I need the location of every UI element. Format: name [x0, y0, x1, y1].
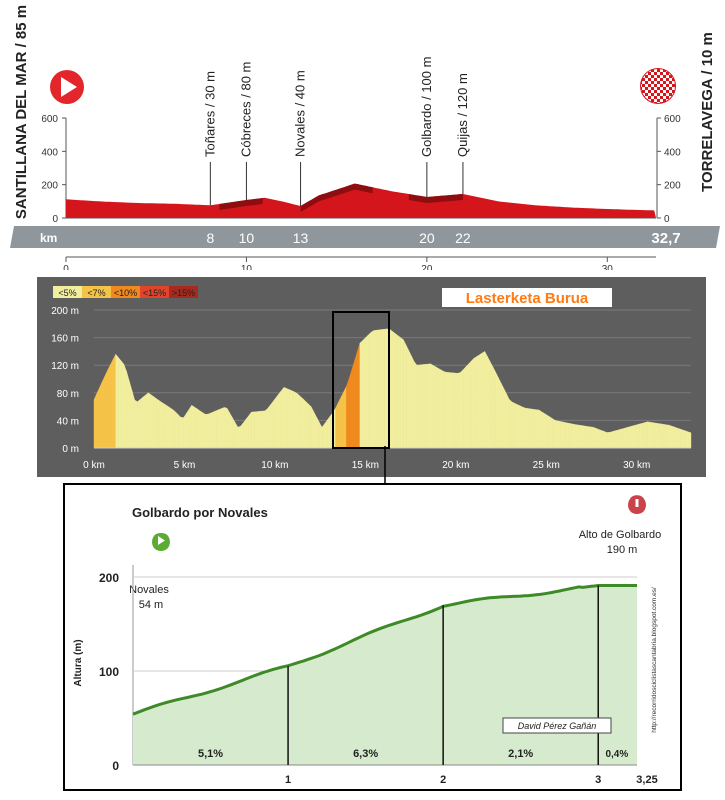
climb-x-tick-label: 3,25	[636, 774, 658, 786]
grad-segment	[336, 403, 339, 448]
grad-segment	[667, 425, 670, 448]
km-mark-label: 20	[419, 230, 435, 246]
grad-x-tick-label: 30 km	[623, 460, 651, 471]
grad-segment	[482, 351, 485, 448]
brand-label: Lasterketa Burua	[465, 290, 589, 307]
start-town-label: SANTILLANA DEL MAR / 85 m	[13, 4, 30, 220]
grad-segment	[395, 334, 398, 449]
stage-y-tick-label: 200	[41, 180, 58, 192]
grad-segment	[384, 329, 387, 448]
km-total-label: 32,7	[651, 230, 681, 247]
grad-segment	[588, 427, 591, 449]
grad-segment	[295, 392, 298, 448]
grad-segment	[360, 341, 363, 449]
grad-segment	[531, 409, 534, 448]
stage-y-tick-label: 400	[41, 147, 58, 159]
grad-segment	[162, 402, 165, 448]
grad-segment	[317, 417, 320, 448]
grad-segment	[626, 427, 629, 448]
grad-segment	[127, 372, 130, 449]
climb-profile-chart	[65, 485, 680, 789]
climb-y-tick-label: 100	[98, 665, 119, 679]
grad-segment	[319, 422, 322, 448]
grad-segment	[585, 426, 588, 448]
grad-segment	[583, 426, 586, 448]
grad-segment	[346, 379, 349, 448]
grad-segment	[539, 410, 542, 448]
grad-segment	[420, 365, 423, 448]
grad-segment	[338, 397, 341, 448]
grad-segment	[507, 394, 510, 448]
grad-segment	[417, 365, 420, 448]
grad-segment	[469, 361, 472, 448]
gradient-legend	[53, 286, 198, 298]
climb-x-tick-label: 1	[285, 774, 292, 786]
grad-segment	[289, 390, 292, 448]
grad-segment	[279, 391, 282, 448]
grad-segment	[474, 357, 477, 448]
stage-y-tick-label-right: 600	[664, 114, 681, 125]
grad-segment	[113, 354, 116, 448]
grad-segment	[398, 336, 401, 449]
grad-segment	[170, 408, 173, 448]
grad-segment	[512, 402, 515, 448]
legend-label: <10%	[113, 288, 138, 298]
grad-segment	[536, 410, 539, 448]
grad-segment	[200, 411, 203, 448]
grad-segment	[401, 338, 404, 448]
grad-segment	[591, 427, 594, 448]
grad-segment	[322, 424, 325, 448]
stage-y-tick-label-right: 400	[664, 147, 681, 159]
grad-segment	[352, 361, 355, 448]
grad-segment	[607, 432, 610, 448]
grad-segment	[414, 362, 417, 448]
grad-x-tick-label: 10 km	[261, 460, 289, 471]
stage-profile-chart	[0, 0, 725, 270]
grad-segment	[146, 393, 149, 448]
grad-segment	[545, 414, 548, 449]
grad-segment	[287, 389, 290, 449]
stage-x-tick-label: 10	[240, 264, 252, 270]
grad-segment	[393, 331, 396, 448]
grad-segment	[471, 358, 474, 448]
grad-segment	[148, 393, 151, 448]
grad-segment	[292, 391, 295, 448]
grad-segment	[194, 407, 197, 448]
grad-segment	[547, 415, 550, 448]
grad-segment	[466, 364, 469, 448]
grad-segment	[520, 406, 523, 448]
legend-label: <5%	[58, 288, 77, 298]
grad-segment	[238, 426, 241, 448]
stage-point-label: Golbardo / 100 m	[418, 56, 434, 157]
grad-segment	[268, 405, 271, 448]
connector-line	[380, 446, 390, 486]
grad-segment	[254, 412, 257, 448]
grad-segment	[631, 426, 634, 449]
grad-segment	[249, 412, 252, 448]
stage-x-tick-label: 0	[63, 264, 69, 270]
climb-grade-label: 0,4%	[605, 749, 629, 760]
grad-segment	[262, 411, 265, 448]
grad-segment	[178, 415, 181, 449]
grad-segment	[441, 370, 444, 448]
climb-area	[133, 586, 637, 766]
grad-segment	[677, 428, 680, 448]
grad-segment	[357, 343, 360, 448]
grad-segment	[452, 373, 455, 448]
grad-segment	[379, 330, 382, 449]
grad-segment	[276, 394, 279, 448]
grad-segment	[431, 364, 434, 448]
grad-segment	[496, 372, 499, 448]
stage-y-tick-label-right: 0	[664, 214, 670, 225]
grad-segment	[637, 424, 640, 448]
grad-y-tick-label: 0 m	[62, 444, 79, 455]
grad-segment	[425, 364, 428, 448]
grad-y-tick-label: 120 m	[51, 361, 79, 373]
grad-segment	[450, 373, 453, 449]
grad-segment	[355, 352, 358, 448]
grad-segment	[610, 432, 613, 448]
grad-segment	[498, 378, 501, 449]
climb-y-tick-label: 200	[98, 571, 119, 585]
grad-segment	[580, 425, 583, 448]
grad-y-tick-label: 40 m	[56, 416, 79, 428]
grad-x-tick-label: 5 km	[173, 460, 196, 471]
grad-segment	[574, 424, 577, 448]
grad-segment	[439, 369, 442, 449]
grad-segment	[349, 370, 352, 448]
grad-segment	[284, 387, 287, 448]
grad-segment	[300, 396, 303, 448]
grad-segment	[232, 418, 235, 448]
grad-segment	[422, 364, 425, 448]
grad-segment	[409, 351, 412, 448]
grad-segment	[615, 430, 618, 448]
grad-segment	[550, 417, 553, 448]
grad-segment	[485, 351, 488, 448]
climb-y-label: Altura (m)	[73, 639, 84, 687]
grad-segment	[455, 373, 458, 448]
climb-y-tick-label: 0	[112, 759, 119, 773]
grad-segment	[344, 386, 347, 448]
grad-segment	[211, 412, 214, 448]
grad-segment	[433, 365, 436, 448]
grad-segment	[235, 422, 238, 448]
grad-segment	[143, 395, 146, 448]
grad-segment	[509, 399, 512, 448]
grad-segment	[97, 388, 100, 448]
grad-segment	[688, 432, 691, 448]
grad-segment	[444, 372, 447, 448]
gradient-profile-chart	[37, 277, 706, 477]
grad-segment	[374, 330, 377, 448]
grad-segment	[186, 409, 189, 448]
grad-segment	[175, 412, 178, 448]
grad-y-tick-label: 200 m	[51, 306, 79, 317]
grad-segment	[325, 420, 328, 448]
grad-segment	[566, 423, 569, 448]
legend-label: <15%	[142, 288, 167, 298]
start-label: Novales	[129, 584, 169, 596]
grad-segment	[680, 429, 683, 448]
stage-point-label: Novales / 40 m	[292, 70, 308, 157]
grad-segment	[257, 411, 260, 448]
climb-grade-label: 2,1%	[508, 748, 534, 760]
climb-profile-panel	[63, 483, 682, 791]
grad-segment	[672, 426, 675, 448]
stage-point-label: Cóbreces / 80 m	[238, 61, 254, 157]
grad-segment	[564, 422, 567, 448]
grad-segment	[526, 408, 529, 448]
grad-segment	[243, 419, 246, 448]
grad-segment	[669, 425, 672, 448]
grad-segment	[620, 429, 623, 448]
stage-x-tick-label: 20	[421, 264, 433, 270]
grad-segment	[634, 425, 637, 448]
grad-segment	[650, 422, 653, 448]
grad-segment	[523, 407, 526, 448]
grad-segment	[612, 431, 615, 448]
grad-segment	[156, 399, 159, 448]
grad-segment	[645, 422, 648, 448]
grad-segment	[596, 428, 599, 448]
grad-segment	[308, 404, 311, 448]
grad-segment	[460, 370, 463, 448]
grad-segment	[205, 414, 208, 448]
grad-segment	[572, 424, 575, 448]
grad-segment	[463, 367, 466, 448]
grad-segment	[371, 331, 374, 448]
grad-segment	[642, 423, 645, 449]
signature-text: David Pérez Gañán	[517, 721, 597, 731]
grad-segment	[675, 427, 678, 448]
grad-segment	[561, 422, 564, 449]
grad-segment	[121, 361, 124, 448]
grad-segment	[135, 400, 138, 448]
grad-segment	[428, 364, 431, 448]
grad-segment	[382, 329, 385, 448]
grad-segment	[219, 409, 222, 449]
grad-segment	[246, 416, 249, 448]
grad-segment	[94, 394, 97, 448]
grad-segment	[569, 423, 572, 448]
grad-segment	[623, 428, 626, 448]
grad-segment	[403, 340, 406, 448]
climb-x-tick-label: 2	[440, 774, 447, 786]
grad-segment	[542, 412, 545, 448]
km-mark-label: 8	[206, 230, 215, 246]
end-altitude: 190 m	[606, 544, 638, 556]
grad-segment	[458, 373, 461, 449]
grad-segment	[197, 409, 200, 448]
grad-segment	[165, 404, 168, 448]
grad-segment	[686, 431, 689, 448]
stage-y-tick-label-right: 200	[664, 180, 681, 192]
grad-y-tick-label: 80 m	[56, 388, 79, 400]
grad-segment	[227, 408, 230, 448]
grad-segment	[593, 427, 596, 448]
grad-segment	[265, 408, 268, 448]
grad-segment	[517, 405, 520, 449]
grad-segment	[515, 403, 518, 448]
grad-segment	[241, 423, 244, 448]
start-altitude: 54 m	[138, 599, 164, 611]
grad-segment	[189, 405, 192, 448]
grad-y-tick-label: 160 m	[51, 333, 79, 345]
grad-segment	[116, 354, 119, 448]
grad-segment	[110, 360, 113, 449]
grad-segment	[222, 407, 225, 448]
grad-segment	[604, 431, 607, 448]
grad-segment	[181, 417, 184, 448]
grad-segment	[203, 413, 206, 449]
grad-segment	[314, 412, 317, 448]
grad-segment	[412, 356, 415, 448]
grad-segment	[639, 423, 642, 448]
grad-segment	[683, 430, 686, 448]
stage-x-tick-label: 30	[601, 264, 613, 270]
stage-profile-panel	[0, 0, 725, 270]
grad-segment	[368, 333, 371, 449]
grad-segment	[656, 423, 659, 448]
grad-segment	[208, 413, 211, 448]
grad-segment	[129, 381, 132, 448]
grad-segment	[661, 424, 664, 448]
grad-segment	[224, 407, 227, 448]
gradient-profile-panel	[37, 277, 706, 477]
grad-segment	[273, 398, 276, 448]
end-pin-icon	[628, 495, 646, 514]
grad-segment	[528, 409, 531, 449]
grad-segment	[436, 367, 439, 448]
grad-segment	[629, 426, 632, 448]
grad-segment	[303, 399, 306, 448]
legend-label: >15%	[171, 288, 196, 298]
end-label: Alto de Golbardo	[578, 529, 662, 541]
grad-segment	[151, 395, 154, 448]
grad-segment	[213, 411, 216, 448]
grad-x-tick-label: 0 km	[83, 460, 105, 471]
finish-town-label: TORRELAVEGA / 10 m	[699, 32, 716, 192]
grad-segment	[140, 397, 143, 448]
grad-segment	[376, 330, 379, 448]
grad-segment	[501, 383, 504, 448]
km-mark-label: 22	[455, 230, 471, 246]
grad-segment	[105, 370, 108, 448]
grad-segment	[488, 357, 491, 448]
grad-segment	[281, 387, 284, 448]
grad-segment	[493, 367, 496, 448]
grad-segment	[102, 376, 105, 448]
grad-segment	[558, 421, 561, 448]
stage-y-tick-label: 600	[41, 114, 58, 125]
grad-segment	[167, 406, 170, 448]
grad-segment	[173, 410, 176, 449]
grad-segment	[124, 364, 127, 448]
stage-point-label: Quijas / 120 m	[454, 73, 470, 157]
climb-x-tick-label: 3	[595, 774, 602, 786]
grad-x-tick-label: 20 km	[442, 460, 470, 471]
grad-x-tick-label: 25 km	[532, 460, 560, 471]
grad-segment	[618, 429, 621, 448]
grad-segment	[477, 355, 480, 448]
grad-segment	[118, 358, 121, 449]
grad-segment	[534, 409, 537, 448]
grad-segment	[159, 401, 162, 449]
km-mark-label: 10	[238, 230, 255, 246]
grad-segment	[664, 424, 667, 448]
finish-flag-icon	[640, 68, 676, 104]
source-url: http://recorridosciclistascantabria.blogspot.com.es/	[651, 587, 658, 733]
grad-segment	[216, 410, 219, 448]
grad-segment	[298, 394, 301, 448]
grad-segment	[230, 413, 233, 448]
grad-segment	[192, 405, 195, 448]
climb-title: Golbardo por Novales	[132, 505, 268, 520]
km-band	[10, 226, 720, 248]
grad-segment	[311, 407, 314, 448]
stage-point-label: Toñares / 30 m	[202, 71, 218, 157]
climb-grade-label: 5,1%	[197, 748, 224, 760]
grad-segment	[154, 397, 157, 448]
grad-segment	[270, 401, 273, 448]
grad-segment	[648, 422, 651, 448]
grad-segment	[306, 401, 309, 448]
grad-segment	[553, 419, 556, 448]
grad-x-tick-label: 15 km	[351, 460, 379, 471]
grad-segment	[184, 414, 187, 449]
grad-segment	[490, 362, 493, 448]
grad-segment	[108, 365, 111, 448]
grad-segment	[137, 400, 140, 449]
grad-segment	[341, 392, 344, 448]
grad-segment	[260, 411, 263, 448]
grad-segment	[406, 345, 409, 448]
stage-y-tick-label: 0	[52, 214, 58, 225]
climb-grade-label: 6,3%	[353, 748, 379, 760]
grad-segment	[132, 391, 135, 449]
grad-segment	[363, 338, 366, 448]
grad-segment	[390, 329, 393, 448]
grad-segment	[479, 353, 482, 448]
grad-segment	[599, 429, 602, 448]
km-mark-label: 13	[292, 230, 309, 246]
start-pin-icon	[152, 533, 170, 551]
grad-segment	[577, 425, 580, 448]
legend-label: <7%	[87, 288, 106, 298]
grad-segment	[504, 388, 507, 448]
grad-segment	[653, 423, 656, 448]
grad-segment	[658, 424, 661, 449]
grad-segment	[365, 335, 368, 448]
km-band-label: km	[40, 231, 58, 245]
grad-segment	[251, 412, 254, 448]
grad-segment	[99, 382, 102, 448]
grad-segment	[601, 430, 604, 448]
grad-segment	[327, 416, 330, 448]
grad-segment	[447, 372, 450, 448]
grad-segment	[555, 420, 558, 448]
